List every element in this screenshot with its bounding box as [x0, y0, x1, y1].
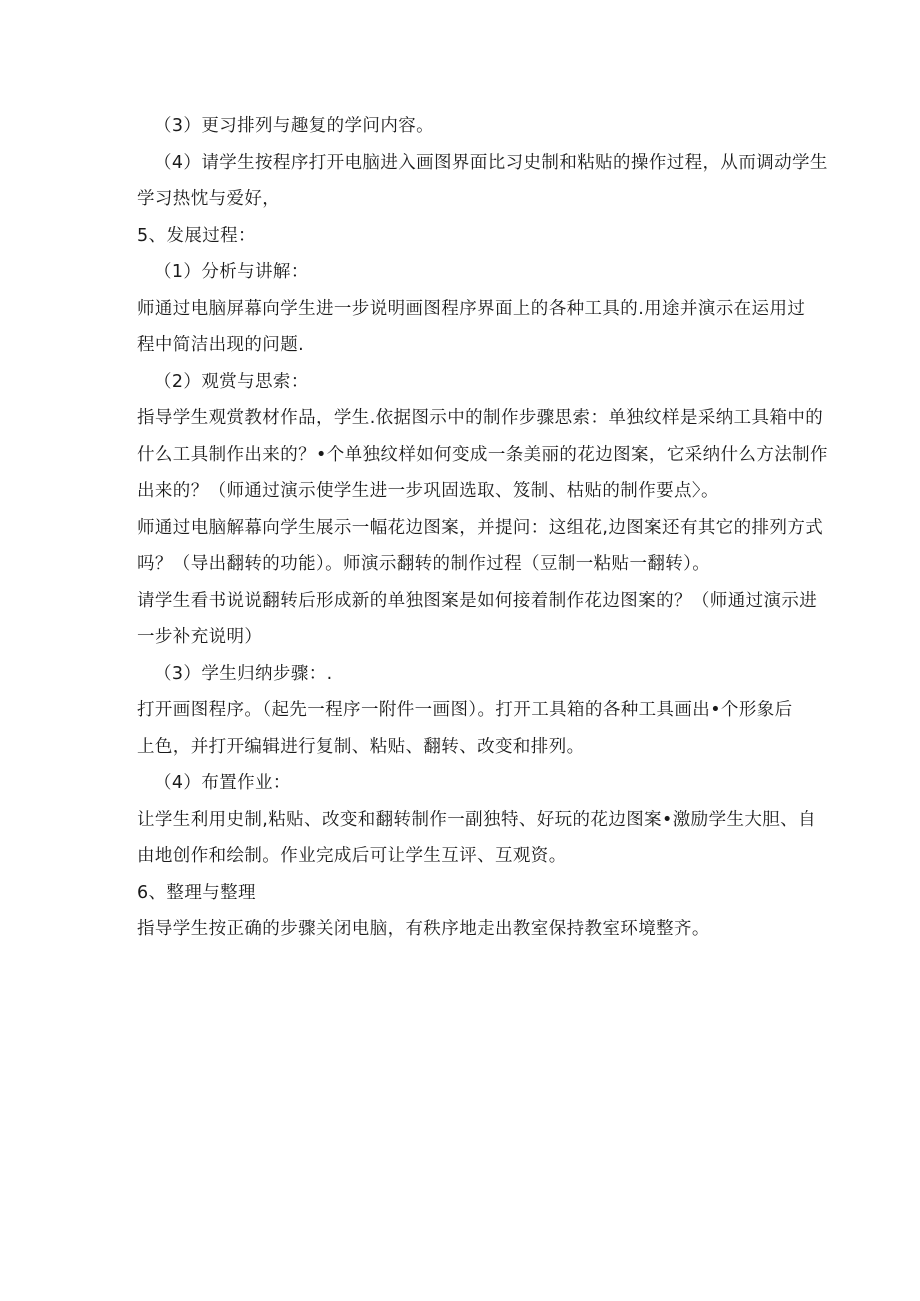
- paragraph-line: 师通过电脑屏幕向学生进一步说明画图程序界面上的各种工具的.用途并演示在运用过: [137, 298, 806, 319]
- subsection-heading: （4）布置作业：: [154, 773, 291, 793]
- section-heading: 5、发展过程：: [137, 225, 256, 246]
- paragraph-line: 请学生看书说说翻转后形成新的单独图案是如何接着制作花边图案的？（师通过演示进: [137, 590, 818, 611]
- paragraph-line: （4）请学生按程序打开电脑进入画图界面比习史制和粘贴的操作过程，从而调动学生: [154, 152, 828, 173]
- subsection-heading: （3）学生归纳步骤：.: [154, 663, 333, 684]
- paragraph-line: 吗？（导出翻转的功能）。师演示翻转的制作过程（豆制一粘贴一翻转）。: [137, 554, 711, 574]
- subsection-heading: （2）观赏与思索：: [154, 371, 309, 392]
- paragraph-line: （3）更习排列与趣复的学问内容。: [154, 116, 435, 136]
- paragraph-line: 师通过电脑解幕向学生展示一幅花边图案，并提问：这组花,边图案还有其它的排列方式: [137, 517, 824, 538]
- paragraph-line: 一步补充说明）: [137, 627, 263, 647]
- paragraph-line: 出来的？（师通过演示使学生进一步巩固选取、笈制、枯贴的制作要点〉。: [137, 481, 719, 501]
- section-heading: 6、整理与整理: [137, 882, 256, 903]
- paragraph-line: 什么工具制作出来的？•个单独纹样如何变成一条美丽的花边图案，它采纳什么方法制作: [137, 444, 828, 465]
- paragraph-line: 打开画图程序。（起先一程序一附件一画图）。打开工具箱的各种工具画出•个形象后: [137, 700, 793, 720]
- paragraph-line: 由地创作和绘制。作业完成后可让学生互评、互观资。: [137, 846, 567, 866]
- paragraph-line: 指导学生观赏教材作品，学生.依据图示中的制作步骤思索：单独纹样是采纳工具箱中的: [137, 408, 824, 428]
- paragraph-line: 指导学生按正确的步骤关闭电脑，有秩序地走出教室保持教室环境整齐。: [137, 919, 710, 939]
- paragraph-line: 让学生利用史制,粘贴、改变和翻转制作一副独特、好玩的花边图案•激励学生大胆、自: [137, 809, 816, 830]
- document-body: [137, 108, 828, 948]
- paragraph-line: 上色，并打开编辑进行复制、粘贴、翻转、改变和排列。: [137, 736, 585, 757]
- subsection-heading: （1）分析与讲解：: [154, 262, 309, 282]
- paragraph-line: 程中简洁出现的问题.: [137, 335, 305, 355]
- paragraph-line: 学习热忱与爱好，: [137, 189, 281, 209]
